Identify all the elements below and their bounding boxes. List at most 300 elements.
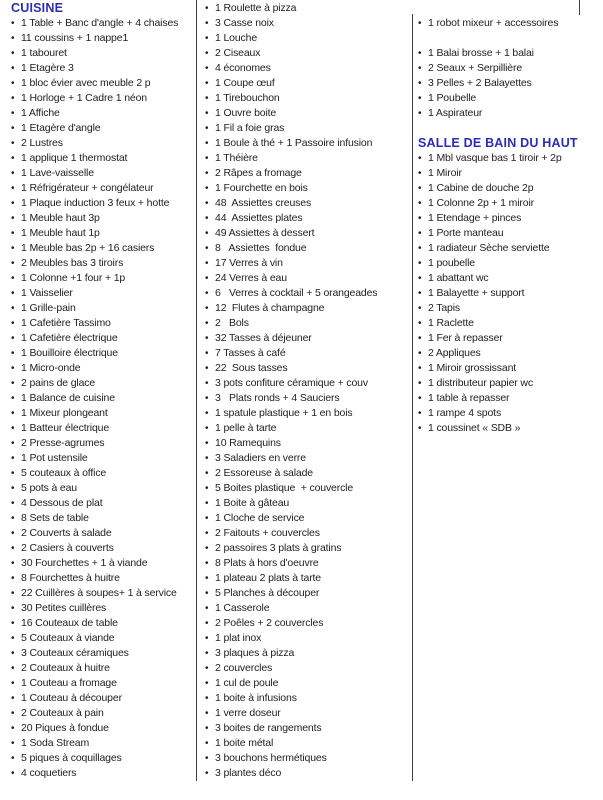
bullet-icon: • [205,708,209,719]
list-item-label: 2 Meubles bas 3 tiroirs [21,257,124,269]
list-item-label: 2 Couteaux à huitre [21,662,110,674]
list-item-label: 2 Lustres [21,137,63,149]
list-item-label: 1 Colonne +1 four + 1p [21,272,126,284]
list-item [11,136,196,151]
list-item-label: 1 rampe 4 spots [428,407,502,419]
list-item-label: 1 Horloge + 1 Cadre 1 néon [21,92,147,104]
bullet-icon: • [205,138,209,149]
list-item [205,391,411,406]
list-item [11,526,196,541]
list-item [205,1,411,16]
list-item [11,181,196,196]
bullet-icon: • [205,588,209,599]
list-item-label: 5 Planches à découper [215,587,320,599]
list-item-label: 1 pelle à tarte [215,422,277,434]
bullet-icon: • [205,513,209,524]
list-item-label: 17 Verres à vin [215,257,283,269]
list-item [205,601,411,616]
list-item [11,661,196,676]
list-item [11,391,196,406]
list-item [205,376,411,391]
list-item [418,241,602,256]
inventory-column-salle-de-bain [418,1,602,436]
list-item-label: 2 Bols [215,317,249,329]
list-item-label: 30 Petites cuillères [21,602,107,614]
list-item-label: 2 Presse-agrumes [21,437,105,449]
list-item-label: 1 Soda Stream [21,737,90,749]
list-item-label: 22 Cuillères à soupes+ 1 à service [21,587,177,599]
list-item [205,706,411,721]
list-item-label: 1 verre doseur [215,707,281,719]
bullet-icon: • [11,288,15,299]
list-item-label: 24 Verres à eau [215,272,287,284]
list-item-label: 1 Tirebouchon [215,92,280,104]
list-item-label: 1 Porte manteau [428,227,504,239]
list-item-label: 1 Vaisselier [21,287,73,299]
list-item [205,496,411,511]
list-item [205,196,411,211]
bullet-icon: • [205,93,209,104]
list-item-label: 8 Sets de table [21,512,89,524]
list-item [11,316,196,331]
list-item [205,721,411,736]
bullet-icon: • [205,438,209,449]
list-item [205,406,411,421]
bullet-icon: • [11,738,15,749]
list-item-label: 10 Ramequins [215,437,281,449]
bullet-icon: • [11,213,15,224]
bullet-icon: • [205,168,209,179]
list-item [205,76,411,91]
list-item [11,91,196,106]
list-item-label: 3 Plats ronds + 4 Sauciers [215,392,340,404]
list-item [11,376,196,391]
list-item [205,571,411,586]
list-item [205,151,411,166]
list-item [205,106,411,121]
list-item-label: 2 pains de glace [21,377,96,389]
list-item [205,46,411,61]
list-item-label: 2 Poêles + 2 couvercles [215,617,324,629]
bullet-icon: • [11,153,15,164]
list-item-label: 2 Tapis [428,302,461,314]
list-item [418,16,602,31]
bullet-icon: • [418,393,422,404]
list-item-label: 4 Dessous de plat [21,497,103,509]
list-item-label: 1 Théière [215,152,258,164]
list-item [418,316,602,331]
list-item [418,421,602,436]
bullet-icon: • [205,303,209,314]
list-item [11,226,196,241]
list-item-label: 1 Meuble bas 2p + 16 casiers [21,242,155,254]
list-item-label: 3 Couteaux céramiques [21,647,129,659]
list-item [11,766,196,781]
list-item [205,91,411,106]
list-item-label: 1 Etagère d'angle [21,122,101,134]
list-item [11,436,196,451]
inventory-column-cuisine [11,1,196,781]
list-item [205,631,411,646]
list-item [11,346,196,361]
list-item-label: 1 table à repasser [428,392,510,404]
list-item-label: 2 couvercles [215,662,273,674]
list-item [205,661,411,676]
list-item-label: 12 Flutes à champagne [215,302,325,314]
list-item-label: 1 robot mixeur + accessoires [428,17,559,29]
bullet-icon: • [205,498,209,509]
blank-row [418,31,602,46]
bullet-icon: • [418,108,422,119]
list-item [418,376,602,391]
list-item-label: 1 poubelle [428,257,475,269]
list-item-label: 1 Ouvre boite [215,107,277,119]
list-item-label: 1 Fil a foie gras [215,122,285,134]
list-item [11,31,196,46]
bullet-icon: • [205,393,209,404]
bullet-icon: • [418,48,422,59]
list-item-label: 2 Essoreuse à salade [215,467,313,479]
bullet-icon: • [418,168,422,179]
bullet-icon: • [11,468,15,479]
bullet-icon: • [205,333,209,344]
list-item-label: 1 Coupe œuf [215,77,275,89]
list-item [418,76,602,91]
bullet-icon: • [205,633,209,644]
section-header-label: CUISINE [11,1,64,15]
list-item-label: 3 pots confiture céramique + couv [215,377,368,389]
list-item-label: 1 plateau 2 plats à tarte [215,572,321,584]
list-item-label: 44 Assiettes plates [215,212,303,224]
bullet-icon: • [205,108,209,119]
list-item-label: 3 Pelles + 2 Balayettes [428,77,532,89]
bullet-icon: • [205,558,209,569]
list-item-label: 8 Assiettes fondue [215,242,307,254]
list-item [11,256,196,271]
bullet-icon: • [418,198,422,209]
bullet-icon: • [418,93,422,104]
list-item [418,151,602,166]
list-item-label: 1 Micro-onde [21,362,81,374]
list-item-label: 1 Affiche [21,107,60,119]
bullet-icon: • [11,48,15,59]
list-item [205,346,411,361]
bullet-icon: • [11,363,15,374]
list-item [205,31,411,46]
bullet-icon: • [205,423,209,434]
bullet-icon: • [11,513,15,524]
bullet-icon: • [205,63,209,74]
list-item-label: 1 bloc évier avec meuble 2 p [21,77,151,89]
bullet-icon: • [418,213,422,224]
bullet-icon: • [205,153,209,164]
list-item [418,196,602,211]
list-item [11,121,196,136]
bullet-icon: • [205,648,209,659]
list-item-label: 2 Râpes a fromage [215,167,302,179]
list-item [11,466,196,481]
list-item [205,181,411,196]
list-item [418,391,602,406]
list-item [205,616,411,631]
list-item [11,586,196,601]
list-item [205,256,411,271]
bullet-icon: • [11,198,15,209]
list-item-label: 1 Louche [215,32,258,44]
bullet-icon: • [11,168,15,179]
bullet-icon: • [11,768,15,779]
list-item [205,526,411,541]
list-item [11,691,196,706]
bullet-icon: • [11,543,15,554]
list-item [11,511,196,526]
list-item [205,466,411,481]
list-item-label: 1 boite métal [215,737,274,749]
list-item-label: 3 Saladiers en verre [215,452,306,464]
list-item [205,121,411,136]
bullet-icon: • [11,243,15,254]
list-item-label: 6 Verres à cocktail + 5 orangeades [215,287,378,299]
list-item [11,721,196,736]
list-item-label: 1 Meuble haut 1p [21,227,100,239]
bullet-icon: • [11,588,15,599]
list-item-label: 1 abattant wc [428,272,489,284]
bullet-icon: • [205,378,209,389]
bullet-icon: • [11,753,15,764]
list-item-label: 5 Boites plastique + couvercle [215,482,354,494]
bullet-icon: • [418,243,422,254]
list-item [205,226,411,241]
bullet-icon: • [418,273,422,284]
bullet-icon: • [11,183,15,194]
bullet-icon: • [205,753,209,764]
list-item [11,196,196,211]
list-item-label: 1 Meuble haut 3p [21,212,100,224]
list-item [205,541,411,556]
list-item-label: 30 Fourchettes + 1 à viande [21,557,148,569]
list-item-label: 1 Mixeur plongeant [21,407,108,419]
list-item-label: 1 Lave-vaisselle [21,167,94,179]
column-separator-line-2 [412,14,413,781]
bullet-icon: • [205,693,209,704]
bullet-icon: • [11,723,15,734]
list-item-label: 22 Sous tasses [215,362,288,374]
bullet-icon: • [11,138,15,149]
bullet-icon: • [205,318,209,329]
list-item-label: 1 Miroir grossissant [428,362,517,374]
bullet-icon: • [11,663,15,674]
bullet-icon: • [11,78,15,89]
bullet-icon: • [11,333,15,344]
list-item [11,421,196,436]
list-item [11,76,196,91]
bullet-icon: • [11,18,15,29]
list-item [11,106,196,121]
list-item [11,631,196,646]
list-item-label: 3 bouchons hermétiques [215,752,327,764]
bullet-icon: • [11,633,15,644]
list-item-label: 1 Mbl vasque bas 1 tiroir + 2p [428,152,562,164]
list-item-label: 2 Couverts à salade [21,527,112,539]
list-item [205,586,411,601]
bullet-icon: • [418,363,422,374]
bullet-icon: • [205,243,209,254]
list-item [205,361,411,376]
list-item-label: 1 Etagère 3 [21,62,74,74]
bullet-icon: • [11,393,15,404]
list-item [418,226,602,241]
bullet-icon: • [11,678,15,689]
bullet-icon: • [418,258,422,269]
list-item-label: 8 Fourchettes à huitre [21,572,120,584]
list-item-label: 2 Seaux + Serpillière [428,62,523,74]
list-item [205,211,411,226]
bullet-icon: • [205,363,209,374]
list-item-label: 20 Piques à fondue [21,722,109,734]
list-item-label: 1 Réfrigérateur + congélateur [21,182,154,194]
table-border-fragment [579,0,580,15]
list-item [11,601,196,616]
bullet-icon: • [418,18,422,29]
list-item [11,706,196,721]
list-item [205,736,411,751]
bullet-icon: • [11,303,15,314]
list-item [11,361,196,376]
bullet-icon: • [11,618,15,629]
bullet-icon: • [205,288,209,299]
list-item-label: 3 plaques à pizza [215,647,295,659]
list-item-label: 1 Couteau a fromage [21,677,117,689]
bullet-icon: • [205,48,209,59]
list-item [11,646,196,661]
list-item-label: 49 Assiettes à dessert [215,227,315,239]
list-item [418,61,602,76]
list-item [11,271,196,286]
list-item-label: 1 applique 1 thermostat [21,152,128,164]
bullet-icon: • [11,318,15,329]
list-item [11,46,196,61]
bullet-icon: • [205,678,209,689]
bullet-icon: • [11,33,15,44]
list-item [418,301,602,316]
list-item-label: 2 passoires 3 plats à gratins [215,542,342,554]
list-item [418,166,602,181]
list-item [11,616,196,631]
list-item-label: 7 Tasses à café [215,347,286,359]
list-item-label: 1 Table + Banc d'angle + 4 chaises [21,17,179,29]
list-item-label: 1 Balayette + support [428,287,525,299]
list-item-label: 1 Boule à thé + 1 Passoire infusion [215,137,373,149]
bullet-icon: • [11,573,15,584]
list-item-label: 5 couteaux à office [21,467,107,479]
bullet-icon: • [205,543,209,554]
list-item [11,451,196,466]
bullet-icon: • [205,258,209,269]
list-item [11,676,196,691]
bullet-icon: • [11,123,15,134]
bullet-icon: • [205,78,209,89]
bullet-icon: • [11,108,15,119]
list-item-label: 1 Poubelle [428,92,477,104]
bullet-icon: • [418,408,422,419]
list-item-label: 1 boite à infusions [215,692,297,704]
bullet-icon: • [205,408,209,419]
list-item-label: 2 Couteaux à pain [21,707,104,719]
list-item [418,181,602,196]
column-separator-line-1 [196,0,197,781]
list-item [11,751,196,766]
bullet-icon: • [418,153,422,164]
list-item [11,496,196,511]
list-item-label: 1 radiateur Sèche serviette [428,242,550,254]
list-item [418,46,602,61]
bullet-icon: • [11,558,15,569]
list-item-label: 11 coussins + 1 nappe1 [21,32,129,44]
list-item [205,316,411,331]
bullet-icon: • [418,63,422,74]
list-item-label: 3 plantes déco [215,767,282,779]
list-item-label: 1 Fourchette en bois [215,182,308,194]
list-item [11,556,196,571]
list-item-label: 1 Cafetière électrique [21,332,118,344]
list-item-label: 1 Plaque induction 3 feux + hotte [21,197,170,209]
bullet-icon: • [205,348,209,359]
list-item [11,16,196,31]
list-item-label: 1 plat inox [215,632,262,644]
bullet-icon: • [205,123,209,134]
list-item [205,511,411,526]
bullet-icon: • [205,483,209,494]
list-item-label: 1 Aspirateur [428,107,483,119]
list-item [205,646,411,661]
list-item [11,61,196,76]
bullet-icon: • [418,318,422,329]
list-item [205,241,411,256]
list-item-label: 48 Assiettes creuses [215,197,312,209]
list-item-label: 3 boites de rangements [215,722,322,734]
list-item-label: 1 Cabine de douche 2p [428,182,534,194]
list-item [418,271,602,286]
bullet-icon: • [11,423,15,434]
list-item-label: 1 distributeur papier wc [428,377,533,389]
list-item-label: 1 cul de poule [215,677,279,689]
list-item-label: 3 Casse noix [215,17,274,29]
list-item [11,211,196,226]
bullet-icon: • [205,573,209,584]
bullet-icon: • [11,228,15,239]
inventory-column-cuisine-continued [205,1,411,781]
list-item-label: 1 Bouilloire électrique [21,347,118,359]
list-item-label: 1 Cafetière Tassimo [21,317,111,329]
list-item-label: 1 Pot ustensile [21,452,88,464]
list-item [205,301,411,316]
list-item-label: 1 Raclette [428,317,474,329]
list-item-label: 1 Batteur électrique [21,422,110,434]
blank-row [418,121,602,136]
bullet-icon: • [205,198,209,209]
list-item [205,436,411,451]
list-item-label: 1 Miroir [428,167,462,179]
bullet-icon: • [418,78,422,89]
bullet-icon: • [11,63,15,74]
list-item [418,286,602,301]
list-item-label: 5 piques à coquillages [21,752,122,764]
list-item [205,751,411,766]
list-item-label: 8 Plats à hors d'oeuvre [215,557,319,569]
bullet-icon: • [205,738,209,749]
list-item [11,241,196,256]
list-item [418,361,602,376]
